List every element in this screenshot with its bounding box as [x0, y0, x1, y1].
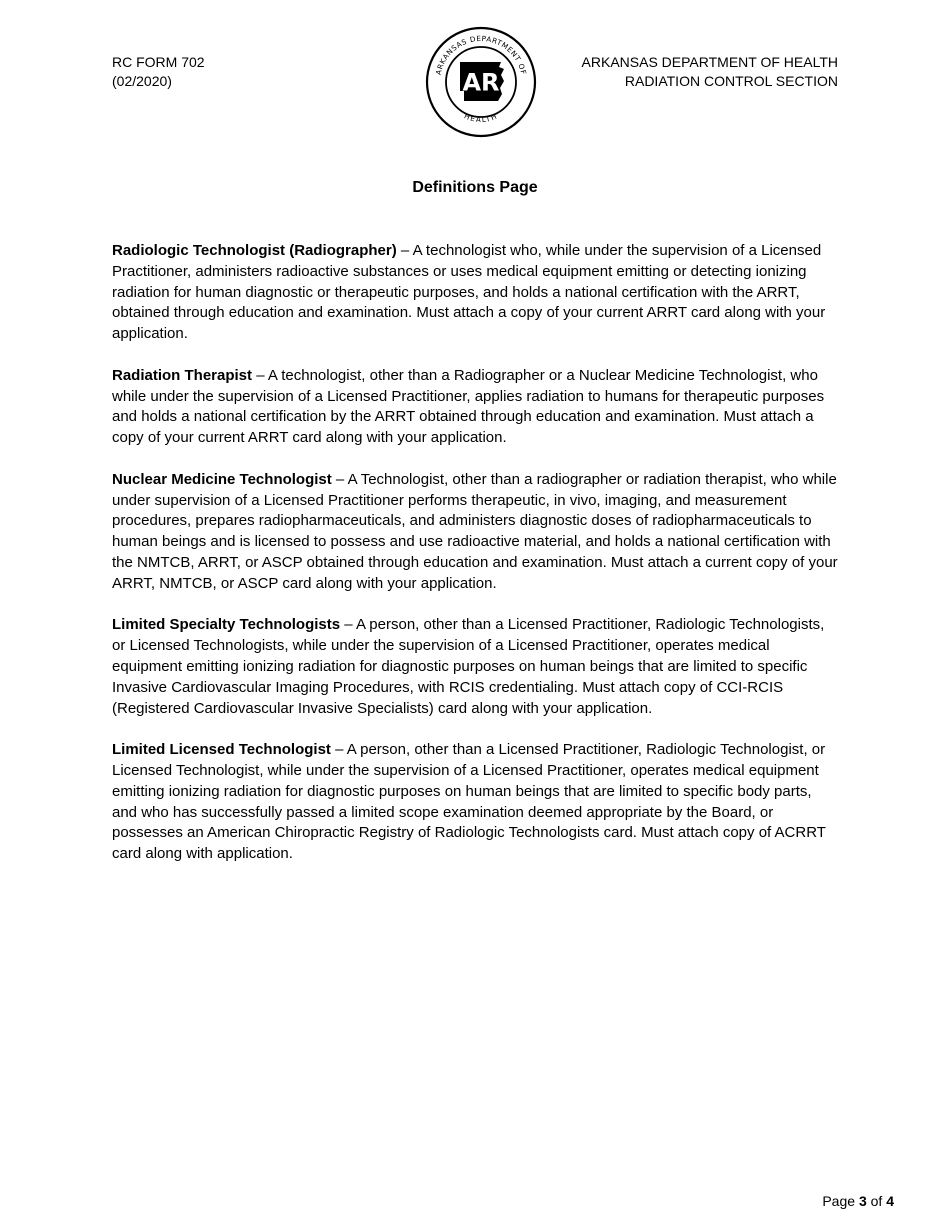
definition-limited-licensed-technologist	[112, 740, 840, 865]
definition-term: Radiation Therapist	[112, 366, 253, 384]
seal-monogram: AR	[462, 68, 500, 97]
page-prefix: Page	[822, 1193, 859, 1209]
definition-nuclear-medicine-technologist	[112, 470, 840, 595]
agency-header	[582, 53, 838, 91]
seal-ring-text-bottom: HEALTH	[462, 111, 500, 125]
page-total: 4	[886, 1193, 894, 1209]
definitions-list	[112, 241, 840, 886]
form-identifier	[112, 53, 205, 91]
definition-term: Limited Specialty Technologists	[112, 616, 341, 634]
page-separator: of	[866, 1193, 887, 1209]
definition-text: – A technologist who, while under the supervision of a Licensed Practitioner, administers radioactive substances or uses medical equipment emitting or detecting ionizing radiation for human diagnostic or therapeutic purposes, and holds a national certification with the ARRT, obtained through education and examination. Must attach a copy of your current ARRT card along with your application.	[112, 242, 826, 343]
form-number: RC FORM 702	[112, 54, 205, 70]
definition-text: – A technologist, other than a Radiographer or a Nuclear Medicine Technologist, who while under the supervision of a Licensed Practitioner, applies radiation to humans for therapeutic purposes and holds a national certification by the ARRT obtained through education and examination. Must attach a copy of your current ARRT card along with your application.	[112, 366, 825, 447]
definition-term: Nuclear Medicine Technologist	[112, 470, 332, 488]
arkansas-state-seal-icon	[425, 26, 537, 138]
definition-limited-specialty-technologists	[112, 615, 840, 719]
page-title: Definitions Page	[412, 179, 538, 196]
definition-term: Radiologic Technologist (Radiographer)	[112, 242, 397, 259]
definition-term: Limited Licensed Technologist	[112, 741, 331, 759]
definition-radiologic-technologist	[112, 241, 840, 345]
seal-ring-text-top: ARKANSAS DEPARTMENT OF	[433, 33, 529, 76]
agency-name: ARKANSAS DEPARTMENT OF HEALTH	[581, 54, 838, 70]
definition-text: – A person, other than a Licensed Practitioner, Radiologic Technologists, or Licensed Technologists, while under the supervision of a Licensed Practitioner, operates medical equipment emitting ionizing radiation for diagnostic purposes on human beings that are limited to specific Invasive Cardiovascular Imaging Procedures, with RCIS credentialing. Must attach copy of CCI-RCIS (Registered Cardiovascular Invasive Specialists) card along with your application.	[112, 616, 825, 717]
definition-radiation-therapist	[112, 366, 840, 449]
page-number	[822, 1192, 894, 1211]
section-name: RADIATION CONTROL SECTION	[624, 73, 838, 89]
definition-text: – A Technologist, other than a radiographer or radiation therapist, who while under supervision of a Licensed Practitioner performs therapeutic, in vivo, imaging, and measurement procedures, prepares radiopharmaceuticals, and administers diagnostic doses of radiopharmaceuticals to human beings and is licensed to possess and use radioactive material, and holds a national certification with the NMTCB, ARRT, or ASCP obtained through education and examination. Must attach a current copy of your ARRT, NMTCB, or ASCP card along with your application.	[112, 470, 838, 592]
definition-text: – A person, other than a Licensed Practitioner, Radiologic Technologist, or Licensed Technologist, while under the supervision of a Licensed Practitioner, operates medical equipment emitting ionizing radiation for diagnostic purposes on human beings that are limited to specific body parts, and who has successfully passed a limited scope examination deemed appropriate by the Board, or possesses an American Chiropractic Registry of Radiologic Technologists card. Must attach copy of ACRRT card along with application.	[112, 741, 826, 863]
page-current: 3	[858, 1193, 867, 1209]
form-date: (02/2020)	[112, 73, 172, 89]
